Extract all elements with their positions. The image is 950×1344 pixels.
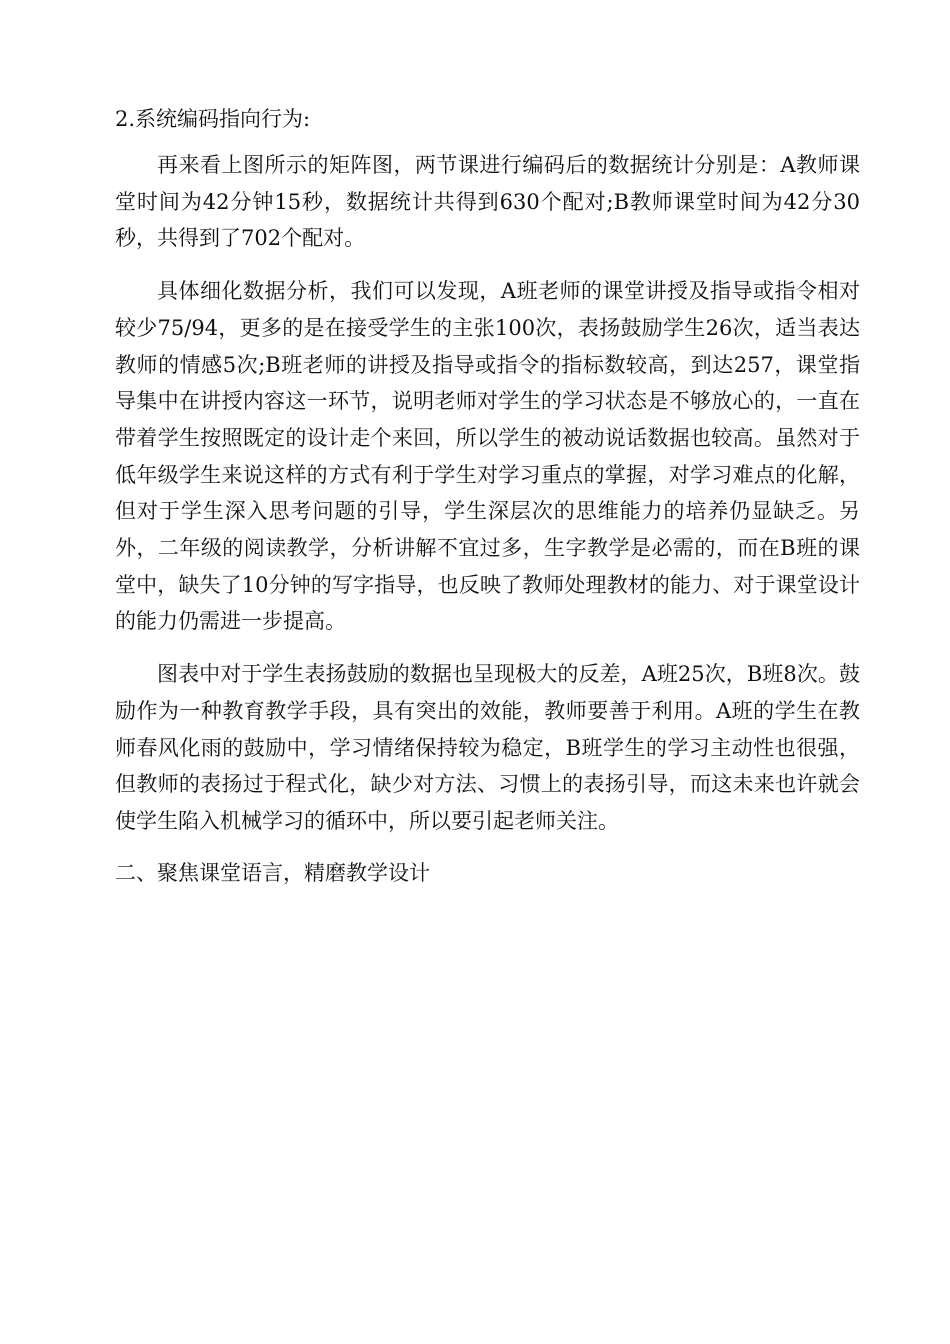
section-title: 二、聚焦课堂语言，精磨教学设计 [115,860,430,885]
paragraph-matrix-summary: 再来看上图所示的矩阵图，两节课进行编码后的数据统计分别是：A教师课堂时间为42分钟15秒，数据统计共得到630个配对;B教师课堂时间为42分30秒，共得到了702个配对。 [115,153,860,251]
paragraph-praise-comparison: 图表中对于学生表扬鼓励的数据也呈现极大的反差，A班25次，B班8次。鼓励作为一种教育教学手段，具有突出的效能，教师要善于利用。A班的学生在教师春风化雨的鼓励中，学习情绪保持较为稳定，B班学生的学习主动性也很强，但教师的表扬过于程式化，缺少对方法、习惯上的表扬引导，而这未来也许就会使学生陷入机械学习的循环中，所以要引起老师关注。 [115,662,860,833]
subsection-heading: 2.系统编码指向行为: [115,107,311,131]
paragraph-detailed-analysis: 具体细化数据分析，我们可以发现，A班老师的课堂讲授及指导或指令相对较少75/94，更多的是在接受学生的主张100次，表扬鼓励学生26次，适当表达教师的情感5次;B班老师的讲授及指导或指令的指标数较高，到达257，课堂指导集中在讲授内容这一环节，说明老师对学生的学习状态是不够放心的，一直在带着学生按照既定的设计走个来回，所以学生的被动说话数据也较高。虽然对于低年级学生来说这样的方式有利于学生对学习重点的掌握，对学习难点的化解，但对于学生深入思考问题的引导，学生深层次的思维能力的培养仍显缺乏。另外，二年级的阅读教学，分析讲解不宜过多，生字教学是必需的，而在B班的课堂中，缺失了10分钟的写字指导，也反映了教师处理教材的能力、对于课堂设计的能力仍需进一步提高。 [115,279,860,634]
document-body [115,102,860,890]
